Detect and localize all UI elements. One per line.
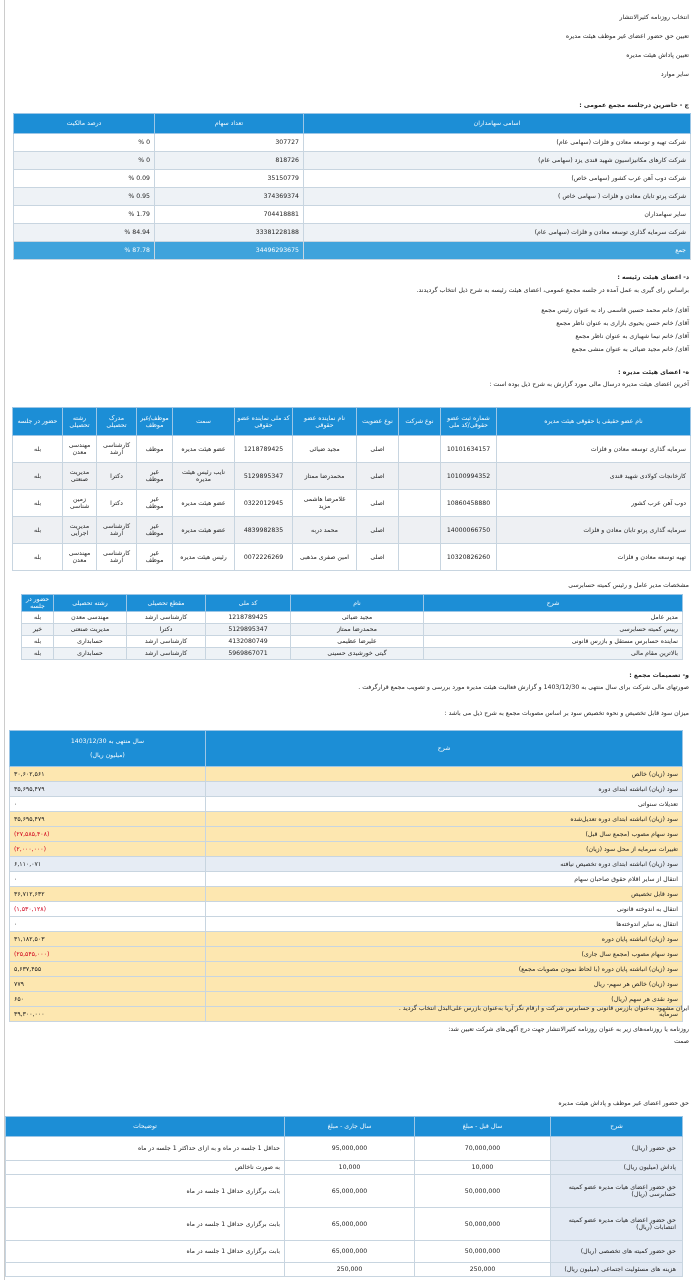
table-row [6,1137,683,1161]
cell: 14000066750 [441,517,497,544]
cell: 0322012945 [235,490,293,517]
fees-intro: حق حضور اعضای غیر موظف و پاداش هیئت مدیره [558,1100,689,1107]
profit-item-label: سود سهام مصوب (مجمع سال جاری) [206,947,683,962]
cell: رئیس هیئت مدیره [173,544,235,571]
table-row [13,544,691,571]
column-header: سال جاری - مبلغ [285,1117,415,1137]
profit-item-label: سود (زیان) خالص [206,767,683,782]
table-row [6,1208,683,1241]
managers-heading: مشخصات مدیر عامل و رئیس کمیته حسابرسی [568,582,689,589]
cell: موظف [137,436,173,463]
cell: کارشناسی ارشد [127,648,206,660]
profit-item-label: سرمایه [206,1007,683,1022]
table-row [13,463,691,490]
table-row [10,842,683,857]
profit-item-value: ۳۰,۶۰۲,۵۶۱ [10,767,206,782]
cell: 10100994352 [441,463,497,490]
cell: 1218789425 [206,612,291,624]
table-row [10,962,683,977]
cell: پاداش (میلیون ریال) [551,1161,683,1175]
cell: 10,000 [285,1161,415,1175]
table-row [10,947,683,962]
board-member: آقای/ خانم حسن یحیوی بازاری به عنوان ناظر مجمع [556,320,689,327]
profit-item-value: ۳۵,۶۹۵,۴۷۹ [10,812,206,827]
profit-item-label: سود سهام مصوب (مجمع سال قبل) [206,827,683,842]
cell: اصلی [357,463,399,490]
cell: بالاترین مقام مالی [424,648,683,660]
profit-item-label: سود (زیان) خالص هر سهم- ریال [206,977,683,992]
share-count: 704418881 [155,206,304,224]
cell: 65,000,000 [285,1175,415,1208]
cell: بله [22,648,54,660]
table-row [14,188,691,206]
profit-item-value: ۰ [10,917,206,932]
cell: دوب آهن عرب کشور [497,490,691,517]
ownership-percent: 84.94 % [14,224,155,242]
table-row [10,977,683,992]
cell: بله [22,636,54,648]
cell: بله [13,490,63,517]
cell: دکترا [127,624,206,636]
cell: 10320826260 [441,544,497,571]
cell: مدیریت صنعتی [63,463,97,490]
total-label: جمع [304,242,691,260]
table-row [10,857,683,872]
cell: 95,000,000 [285,1137,415,1161]
profit-item-label: تعدیلات سنواتی [206,797,683,812]
cell: 0072226269 [235,544,293,571]
column-header: سمت [173,408,235,436]
cell: 10860458880 [441,490,497,517]
shareholder-name: شرکت سرمایه گذاری توسعه معادن و فلزات (سهامی عام) [304,224,691,242]
profit-item-value: (۲۵,۵۴۵,۰۰۰) [10,947,206,962]
table-row [22,624,683,636]
agenda-item: سایر موارد [660,71,689,78]
ownership-percent: 0 % [14,134,155,152]
cell: بابت برگزاری حداقل 1 جلسه در ماه [6,1241,285,1263]
ownership-percent: 0.09 % [14,170,155,188]
cell: کارشناسی ارشد [97,436,137,463]
cell: نایب رئیس هیئت مدیره [173,463,235,490]
cell: بله [22,612,54,624]
column-header: نام [291,595,424,612]
shareholder-name: سایر سهامداران [304,206,691,224]
resolutions-text: صورتهای مالی شرکت برای سال منتهی به 1403/12/30 و گزارش فعالیت هیئت مدیره مورد بررسی و تصویب مجمع قرارگرفت . [358,684,689,691]
profit-item-value: ۳۶,۷۱۲,۶۳۲ [10,887,206,902]
share-count: 33381228188 [155,224,304,242]
resolutions-heading: و- تصمیمات مجمع : [629,672,689,679]
column-header: شرح [551,1117,683,1137]
column-header: نوع شرکت [399,408,441,436]
share-count: 374369374 [155,188,304,206]
column-header: درصد مالکیت [14,114,155,134]
cell: 250,000 [285,1263,415,1277]
column-header: رشته تحصیلی [54,595,127,612]
shareholder-name: شرکت پرتو تابان معادن و فلزات ( سهامی خاص ) [304,188,691,206]
share-count: 818726 [155,152,304,170]
cell: اصلی [357,436,399,463]
agenda-item: انتخاب روزنامه کثیرالانتشار [619,14,689,21]
cell: سرمایه گذاری پرتو تابان معادن و فلزات [497,517,691,544]
profit-item-label: سود (زیان) انباشته پایان دوره [206,932,683,947]
profit-item-value: ۵,۶۳۷,۴۵۵ [10,962,206,977]
profit-item-label: سود (زیان) انباشته ابتدای دوره تعدیل‌شده [206,812,683,827]
profit-item-value: ۰ [10,872,206,887]
agenda-item: تعیین پاداش هیئت مدیره [626,52,689,59]
table-row [14,206,691,224]
cell: 5969867071 [206,648,291,660]
table-row [10,797,683,812]
cell: عضو هیئت مدیره [173,436,235,463]
directors-table [12,407,691,571]
cell: مدیریت صنعتی [54,624,127,636]
cell: حداقل 1 جلسه در ماه و به ازای حداکثر 1 جلسه در ماه [6,1137,285,1161]
cell: به صورت ناخالص [6,1161,285,1175]
column-header: مقطع تحصیلی [127,595,206,612]
total-percent: 87.78 % [14,242,155,260]
column-header: رشته تحصیلی [63,408,97,436]
column-header: توضیحات [6,1117,285,1137]
cell: 1218789425 [235,436,293,463]
cell: 10101634157 [441,436,497,463]
board-heading: د- اعضای هیئت رئیسه : [617,274,689,281]
cell: حق حضور اعضای هیات مدیره عضو کمیته انتصابات (ریال) [551,1208,683,1241]
column-header: سال قبل - مبلغ [415,1117,551,1137]
column-header: شماره ثبت عضو حقوقی/کد ملی [441,408,497,436]
cell: اصلی [357,544,399,571]
share-count: 307727 [155,134,304,152]
table-row [10,872,683,887]
cell: حق حضور اعضای هیات مدیره عضو کمیته حسابرسی (ریال) [551,1175,683,1208]
board-member: آقای/ خانم محمد حسین قاسمی راد به عنوان رئیس مجمع [541,307,689,314]
profit-item-value: ۳۵,۶۹۵,۴۷۹ [10,782,206,797]
cell: مهندسی معدن [54,612,127,624]
cell: زمین شناسی [63,490,97,517]
cell: مجید ضیائی [293,436,357,463]
cell [399,436,441,463]
auditor-text: ایران مشهود به‌عنوان بازرس قانونی و حسابرس شرکت و ارقام نگر آریا به‌عنوان بازرس علی‌البدل انتخاب گردید . [398,1005,689,1012]
cell: غیر موظف [137,490,173,517]
table-row [22,612,683,624]
cell [399,490,441,517]
cell: 4132080749 [206,636,291,648]
cell: بله [13,544,63,571]
profit-item-value: ۷۷۹ [10,977,206,992]
cell: نماینده حسابرس مستقل و بازرس قانونی [424,636,683,648]
profit-item-label: سود (زیان) انباشته پایان دوره (با لحاظ نمودن مصوبات مجمع) [206,962,683,977]
board-member: آقای/ خانم نیما شهبازی به عنوان ناظر مجمع [575,333,689,340]
cell: محمد دربه [293,517,357,544]
profit-item-value: (۱,۵۳۰,۱۲۸) [10,902,206,917]
cell: غلامرضا هاشمی مزید [293,490,357,517]
column-header: تعداد سهام [155,114,304,134]
profit-item-label: سود (زیان) انباشته ابتدای دوره تخصیص نیافته [206,857,683,872]
profit-item-label: تغییرات سرمایه از محل سود (زیان) [206,842,683,857]
table-row [13,490,691,517]
newspaper-name: صمت [674,1038,689,1045]
cell: کارخانجات کولادی شهید قندی [497,463,691,490]
table-row [14,134,691,152]
cell [399,544,441,571]
column-header: نام عضو حقیقی یا حقوقی هیئت مدیره [497,408,691,436]
cell: مدیریت اجرایی [63,517,97,544]
cell: حسابداری [54,636,127,648]
cell: هزینه های مسئولیت اجتماعی (میلیون ریال) [551,1263,683,1277]
profit-item-value: ۳۱,۱۸۲,۵۰۳ [10,932,206,947]
table-row [22,648,683,660]
table-row [6,1241,683,1263]
managers-table [21,594,683,660]
profit-intro: میزان سود قابل تخصیص و نحوه تخصیص سود بر اساس مصوبات مجمع به شرح ذیل می باشد : [444,710,689,717]
table-row [6,1161,683,1175]
column-header: حضور در جلسه [22,595,54,612]
report-page [4,0,697,1280]
profit-item-value: ۰ [10,797,206,812]
table-row [14,224,691,242]
table-row [10,782,683,797]
cell: کارشناسی ارشد [127,612,206,624]
profit-item-value: (۲,۰۰۰,۰۰۰) [10,842,206,857]
table-row [10,902,683,917]
table-row [10,812,683,827]
column-header: شرح [206,731,683,767]
table-row [14,170,691,188]
table-row [10,827,683,842]
column-header: حضور در جلسه [13,408,63,436]
cell: محمدرضا ممتاز [293,463,357,490]
profit-item-label: سود (زیان) انباشته ابتدای دوره [206,782,683,797]
ownership-percent: 1.79 % [14,206,155,224]
total-row [14,242,691,260]
cell: بله [13,517,63,544]
shareholders-table [13,113,691,260]
cell: بابت برگزاری حداقل 1 جلسه در ماه [6,1208,285,1241]
table-row [6,1175,683,1208]
cell: غیر موظف [137,463,173,490]
column-header: نام نماینده عضو حقوقی [293,408,357,436]
column-header: اسامی سهامداران [304,114,691,134]
table-row [22,636,683,648]
cell: مهندسی معدن [63,544,97,571]
agenda-item: تعیین حق حضور اعضای غیر موظف هیئت مدیره [565,33,689,40]
cell: دکترا [97,490,137,517]
profit-item-value: ۳۹,۳۰۰,۰۰۰ [10,1007,206,1022]
cell: 5129895347 [206,624,291,636]
directors-heading: ه- اعضای هیئت مدیره : [618,369,689,376]
ownership-percent: 0.95 % [14,188,155,206]
share-count: 35150779 [155,170,304,188]
table-row [13,517,691,544]
board-intro: براساس رای گیری به عمل آمده در جلسه مجمع عمومی، اعضای هیئت رئیسه به شرح ذیل انتخاب گردیدند. [416,287,689,294]
cell: مدیر عامل [424,612,683,624]
cell: اصلی [357,490,399,517]
cell: حسابداری [54,648,127,660]
cell: دکترا [97,463,137,490]
cell: غیر موظف [137,517,173,544]
profit-item-value: ۶,۱۱۰,۰۷۱ [10,857,206,872]
cell: غیر موظف [137,544,173,571]
total-shares: 34496293675 [155,242,304,260]
shareholder-name: شرکت دوب آهن عرب کشور (سهامی خاص) [304,170,691,188]
cell: امین صفری مذهبی [293,544,357,571]
cell: 65,000,000 [285,1208,415,1241]
attendees-heading: ج - حاضرین درجلسه مجمع عمومی : [579,102,689,109]
cell: عضو هیئت مدیره [173,517,235,544]
table-row [10,887,683,902]
cell: مهندسی معدن [63,436,97,463]
cell: 50,000,000 [415,1241,551,1263]
cell: کارشناسی ارشد [97,544,137,571]
cell: 50,000,000 [415,1208,551,1241]
column-header: کد ملی [206,595,291,612]
cell: 70,000,000 [415,1137,551,1161]
profit-item-label: انتقال به سایر اندوخته‌ها [206,917,683,932]
cell: بابت برگزاری حداقل 1 جلسه در ماه [6,1175,285,1208]
cell: خیر [22,624,54,636]
cell: رییس کمیته حسابرسی [424,624,683,636]
cell: اصلی [357,517,399,544]
cell: 10,000 [415,1161,551,1175]
cell: گیتی خورشیدی حسینی [291,648,424,660]
column-header: کد ملی نماینده عضو حقوقی [235,408,293,436]
directors-intro: آخرین اعضای هیئت مدیره درسال مالی مورد گزارش به شرح ذیل بوده است : [489,381,689,388]
column-header: شرح [424,595,683,612]
ownership-percent: 0 % [14,152,155,170]
cell: 50,000,000 [415,1175,551,1208]
cell: 5129895347 [235,463,293,490]
cell: حق حضور کمیته های تخصصی (ریال) [551,1241,683,1263]
cell: بله [13,463,63,490]
cell: 4839982835 [235,517,293,544]
newspaper-text: روزنامه یا روزنامه‌های زیر به عنوان روزنامه کثیرالانتشار جهت درج آگهی‌های شرکت تعیین شد: [448,1026,689,1033]
cell: بله [13,436,63,463]
table-row [14,152,691,170]
cell: سرمایه گذاری توسعه معادن و فلزات [497,436,691,463]
fees-table [5,1116,683,1277]
profit-item-value: ۶۵۰ [10,992,206,1007]
cell: علیرضا عظیمی [291,636,424,648]
cell [399,517,441,544]
cell: مجید ضیائی [291,612,424,624]
cell: محمدرضا ممتاز [291,624,424,636]
cell: حق حضور (ریال) [551,1137,683,1161]
column-header: مدرک تحصیلی [97,408,137,436]
profit-item-label: انتقال از سایر اقلام حقوق صاحبان سهام [206,872,683,887]
profit-item-label: سود نقدی هر سهم (ریال) [206,992,683,1007]
shareholder-name: شرکت کارهای مکانیزاسیون شهید قندی یزد (سهامی عام) [304,152,691,170]
cell [399,463,441,490]
board-member: آقای/ خانم مجید ضیائی به عنوان منشی مجمع [571,346,689,353]
profit-item-label: انتقال به اندوخته قانونی [206,902,683,917]
cell: عضو هیئت مدیره [173,490,235,517]
table-row [10,917,683,932]
column-header: موظف/غیر موظف [137,408,173,436]
profit-item-label: سود قابل تخصیص [206,887,683,902]
profit-allocation-table [9,730,683,1022]
table-row [13,436,691,463]
column-header: سال منتهی به 1403/12/30 (میلیون ریال) [10,731,206,767]
table-row [6,1263,683,1277]
column-header: نوع عضویت [357,408,399,436]
table-row [10,767,683,782]
profit-item-value: (۲۷,۵۸۵,۴۰۸) [10,827,206,842]
cell: 65,000,000 [285,1241,415,1263]
shareholder-name: شرکت تهیه و توسعه معادن و فلزات (سهامی عام) [304,134,691,152]
cell: 250,000 [415,1263,551,1277]
cell: کارشناسی ارشد [127,636,206,648]
table-row [10,932,683,947]
cell: کارشناسی ارشد [97,517,137,544]
cell: تهیه توسعه معادن و فلزات [497,544,691,571]
cell [6,1263,285,1277]
